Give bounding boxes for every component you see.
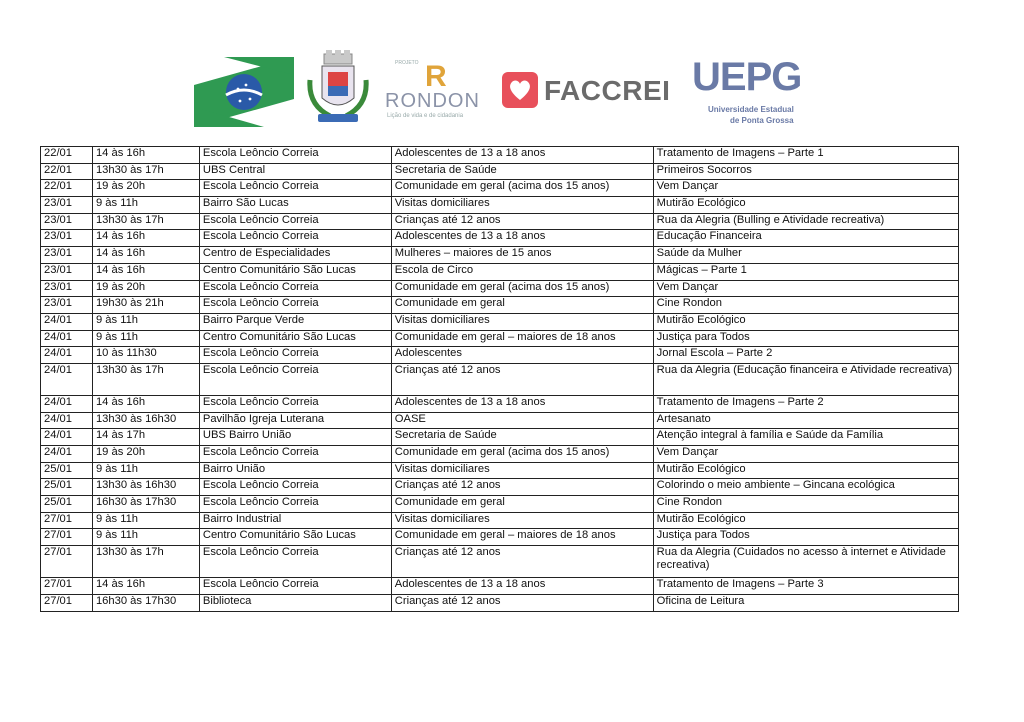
date-cell: 23/01 [41, 213, 93, 230]
table-row [41, 330, 959, 347]
table-row [41, 313, 959, 330]
table-row [41, 147, 959, 164]
time-cell: 9 às 11h [92, 529, 199, 546]
date-cell: 24/01 [41, 412, 93, 429]
date-cell: 27/01 [41, 594, 93, 611]
table-row [41, 412, 959, 429]
activity-cell: Colorindo o meio ambiente – Gincana ecológica [653, 479, 958, 496]
time-cell: 14 às 17h [92, 429, 199, 446]
date-cell: 27/01 [41, 546, 93, 578]
date-cell: 25/01 [41, 496, 93, 513]
location-cell: Escola Leôncio Correia [199, 147, 391, 164]
activity-cell: Vem Dançar [653, 280, 958, 297]
time-cell: 13h30 às 17h [92, 546, 199, 578]
time-cell: 13h30 às 16h30 [92, 479, 199, 496]
rondon-name: RONDON [385, 90, 480, 112]
time-cell: 9 às 11h [92, 197, 199, 214]
activity-cell: Rua da Alegria (Bulling e Atividade recreativa) [653, 213, 958, 230]
location-cell: Escola Leôncio Correia [199, 546, 391, 578]
uepg-wordmark: UEPG [692, 55, 802, 99]
table-row [41, 496, 959, 513]
audience-cell: Secretaria de Saúde [391, 429, 653, 446]
time-cell: 14 às 16h [92, 263, 199, 280]
location-cell: Escola Leôncio Correia [199, 347, 391, 364]
time-cell: 14 às 16h [92, 147, 199, 164]
schedule-table [40, 146, 959, 612]
location-cell: Bairro União [199, 462, 391, 479]
activity-cell: Vem Dançar [653, 180, 958, 197]
activity-cell: Rua da Alegria (Educação financeira e Atividade recreativa) [653, 363, 958, 395]
table-row [41, 347, 959, 364]
table-row [41, 446, 959, 463]
location-cell: Bairro Parque Verde [199, 313, 391, 330]
location-cell: Centro Comunitário São Lucas [199, 330, 391, 347]
location-cell: Centro Comunitário São Lucas [199, 263, 391, 280]
time-cell: 19 às 20h [92, 180, 199, 197]
time-cell: 16h30 às 17h30 [92, 496, 199, 513]
rondon-tagline: Lição de vida e de cidadania [387, 113, 464, 119]
activity-cell: Mutirão Ecológico [653, 512, 958, 529]
date-cell: 22/01 [41, 163, 93, 180]
location-cell: Centro de Especialidades [199, 247, 391, 264]
table-row [41, 529, 959, 546]
audience-cell: Crianças até 12 anos [391, 479, 653, 496]
audience-cell: Comunidade em geral [391, 496, 653, 513]
audience-cell: Comunidade em geral (acima dos 15 anos) [391, 280, 653, 297]
table-row [41, 247, 959, 264]
activity-cell: Mutirão Ecológico [653, 462, 958, 479]
date-cell: 24/01 [41, 330, 93, 347]
location-cell: Escola Leôncio Correia [199, 496, 391, 513]
location-cell: Escola Leôncio Correia [199, 446, 391, 463]
audience-cell: Comunidade em geral (acima dos 15 anos) [391, 446, 653, 463]
time-cell: 10 às 11h30 [92, 347, 199, 364]
activity-cell: Artesanato [653, 412, 958, 429]
uepg-line-1: Universidade Estadual [708, 105, 794, 114]
activity-cell: Justiça para Todos [653, 330, 958, 347]
date-cell: 24/01 [41, 313, 93, 330]
projeto-rondon-logo [385, 60, 493, 122]
time-cell: 19 às 20h [92, 446, 199, 463]
activity-cell: Oficina de Leitura [653, 594, 958, 611]
location-cell: Escola Leôncio Correia [199, 230, 391, 247]
audience-cell: Visitas domiciliares [391, 462, 653, 479]
activity-cell: Mágicas – Parte 1 [653, 263, 958, 280]
parana-flag-logo [194, 57, 294, 127]
time-cell: 16h30 às 17h30 [92, 594, 199, 611]
time-cell: 13h30 às 16h30 [92, 412, 199, 429]
location-cell: Escola Leôncio Correia [199, 280, 391, 297]
date-cell: 24/01 [41, 446, 93, 463]
date-cell: 23/01 [41, 263, 93, 280]
faccrei-heart-icon [502, 72, 538, 108]
date-cell: 27/01 [41, 529, 93, 546]
date-cell: 24/01 [41, 395, 93, 412]
table-row [41, 180, 959, 197]
faccrei-wordmark: FACCREI [544, 75, 671, 106]
activity-cell: Tratamento de Imagens – Parte 3 [653, 578, 958, 595]
audience-cell: Adolescentes de 13 a 18 anos [391, 147, 653, 164]
audience-cell: Adolescentes de 13 a 18 anos [391, 395, 653, 412]
rondon-small-label: PROJETO [395, 60, 419, 66]
logo-banner [0, 50, 1024, 130]
location-cell: Biblioteca [199, 594, 391, 611]
table-row [41, 263, 959, 280]
location-cell: Pavilhão Igreja Luterana [199, 412, 391, 429]
activity-cell: Educação Financeira [653, 230, 958, 247]
activity-cell: Cine Rondon [653, 496, 958, 513]
audience-cell: Visitas domiciliares [391, 313, 653, 330]
activity-cell: Rua da Alegria (Cuidados no acesso à internet e Atividade recreativa) [653, 546, 958, 578]
location-cell: Escola Leôncio Correia [199, 180, 391, 197]
activity-cell: Mutirão Ecológico [653, 197, 958, 214]
date-cell: 25/01 [41, 479, 93, 496]
audience-cell: Comunidade em geral (acima dos 15 anos) [391, 180, 653, 197]
audience-cell: Adolescentes de 13 a 18 anos [391, 230, 653, 247]
audience-cell: Comunidade em geral – maiores de 18 anos [391, 330, 653, 347]
table-row [41, 197, 959, 214]
rondon-letter: R [425, 60, 447, 93]
location-cell: Escola Leôncio Correia [199, 479, 391, 496]
municipal-crest-logo [306, 50, 370, 126]
location-cell: Escola Leôncio Correia [199, 297, 391, 314]
location-cell: Escola Leôncio Correia [199, 213, 391, 230]
date-cell: 23/01 [41, 247, 93, 264]
time-cell: 14 às 16h [92, 395, 199, 412]
table-row [41, 297, 959, 314]
audience-cell: Visitas domiciliares [391, 512, 653, 529]
location-cell: Escola Leôncio Correia [199, 395, 391, 412]
audience-cell: Crianças até 12 anos [391, 594, 653, 611]
activity-cell: Cine Rondon [653, 297, 958, 314]
table-row [41, 230, 959, 247]
audience-cell: Crianças até 12 anos [391, 213, 653, 230]
location-cell: Bairro São Lucas [199, 197, 391, 214]
location-cell: UBS Bairro União [199, 429, 391, 446]
date-cell: 23/01 [41, 280, 93, 297]
time-cell: 9 às 11h [92, 313, 199, 330]
location-cell: Escola Leôncio Correia [199, 363, 391, 395]
time-cell: 13h30 às 17h [92, 163, 199, 180]
audience-cell: Comunidade em geral [391, 297, 653, 314]
audience-cell: Adolescentes de 13 a 18 anos [391, 578, 653, 595]
audience-cell: Mulheres – maiores de 15 anos [391, 247, 653, 264]
audience-cell: Visitas domiciliares [391, 197, 653, 214]
activity-cell: Tratamento de Imagens – Parte 2 [653, 395, 958, 412]
time-cell: 9 às 11h [92, 512, 199, 529]
audience-cell: Escola de Circo [391, 263, 653, 280]
time-cell: 13h30 às 17h [92, 213, 199, 230]
date-cell: 23/01 [41, 230, 93, 247]
date-cell: 22/01 [41, 180, 93, 197]
time-cell: 14 às 16h [92, 247, 199, 264]
audience-cell: Adolescentes [391, 347, 653, 364]
table-row [41, 462, 959, 479]
table-row [41, 363, 959, 395]
location-cell: Bairro Industrial [199, 512, 391, 529]
uepg-logo [692, 55, 832, 130]
audience-cell: Crianças até 12 anos [391, 546, 653, 578]
date-cell: 24/01 [41, 429, 93, 446]
activity-cell: Mutirão Ecológico [653, 313, 958, 330]
date-cell: 24/01 [41, 363, 93, 395]
activity-cell: Justiça para Todos [653, 529, 958, 546]
audience-cell: OASE [391, 412, 653, 429]
date-cell: 23/01 [41, 297, 93, 314]
time-cell: 9 às 11h [92, 330, 199, 347]
date-cell: 25/01 [41, 462, 93, 479]
activity-cell: Vem Dançar [653, 446, 958, 463]
table-row [41, 594, 959, 611]
table-row [41, 395, 959, 412]
time-cell: 9 às 11h [92, 462, 199, 479]
time-cell: 14 às 16h [92, 230, 199, 247]
table-row [41, 213, 959, 230]
time-cell: 19h30 às 21h [92, 297, 199, 314]
date-cell: 27/01 [41, 578, 93, 595]
table-row [41, 546, 959, 578]
table-row [41, 578, 959, 595]
faccrei-logo [502, 70, 682, 110]
table-row [41, 512, 959, 529]
activity-cell: Atenção integral à família e Saúde da Família [653, 429, 958, 446]
location-cell: UBS Central [199, 163, 391, 180]
table-row [41, 479, 959, 496]
date-cell: 23/01 [41, 197, 93, 214]
audience-cell: Secretaria de Saúde [391, 163, 653, 180]
table-row [41, 280, 959, 297]
time-cell: 13h30 às 17h [92, 363, 199, 395]
time-cell: 14 às 16h [92, 578, 199, 595]
table-row [41, 163, 959, 180]
audience-cell: Comunidade em geral – maiores de 18 anos [391, 529, 653, 546]
time-cell: 19 às 20h [92, 280, 199, 297]
activity-cell: Saúde da Mulher [653, 247, 958, 264]
activity-cell: Jornal Escola – Parte 2 [653, 347, 958, 364]
table-row [41, 429, 959, 446]
activity-cell: Primeiros Socorros [653, 163, 958, 180]
location-cell: Centro Comunitário São Lucas [199, 529, 391, 546]
date-cell: 27/01 [41, 512, 93, 529]
activity-cell: Tratamento de Imagens – Parte 1 [653, 147, 958, 164]
uepg-line-2: de Ponta Grossa [730, 116, 794, 125]
date-cell: 22/01 [41, 147, 93, 164]
date-cell: 24/01 [41, 347, 93, 364]
audience-cell: Crianças até 12 anos [391, 363, 653, 395]
location-cell: Escola Leôncio Correia [199, 578, 391, 595]
